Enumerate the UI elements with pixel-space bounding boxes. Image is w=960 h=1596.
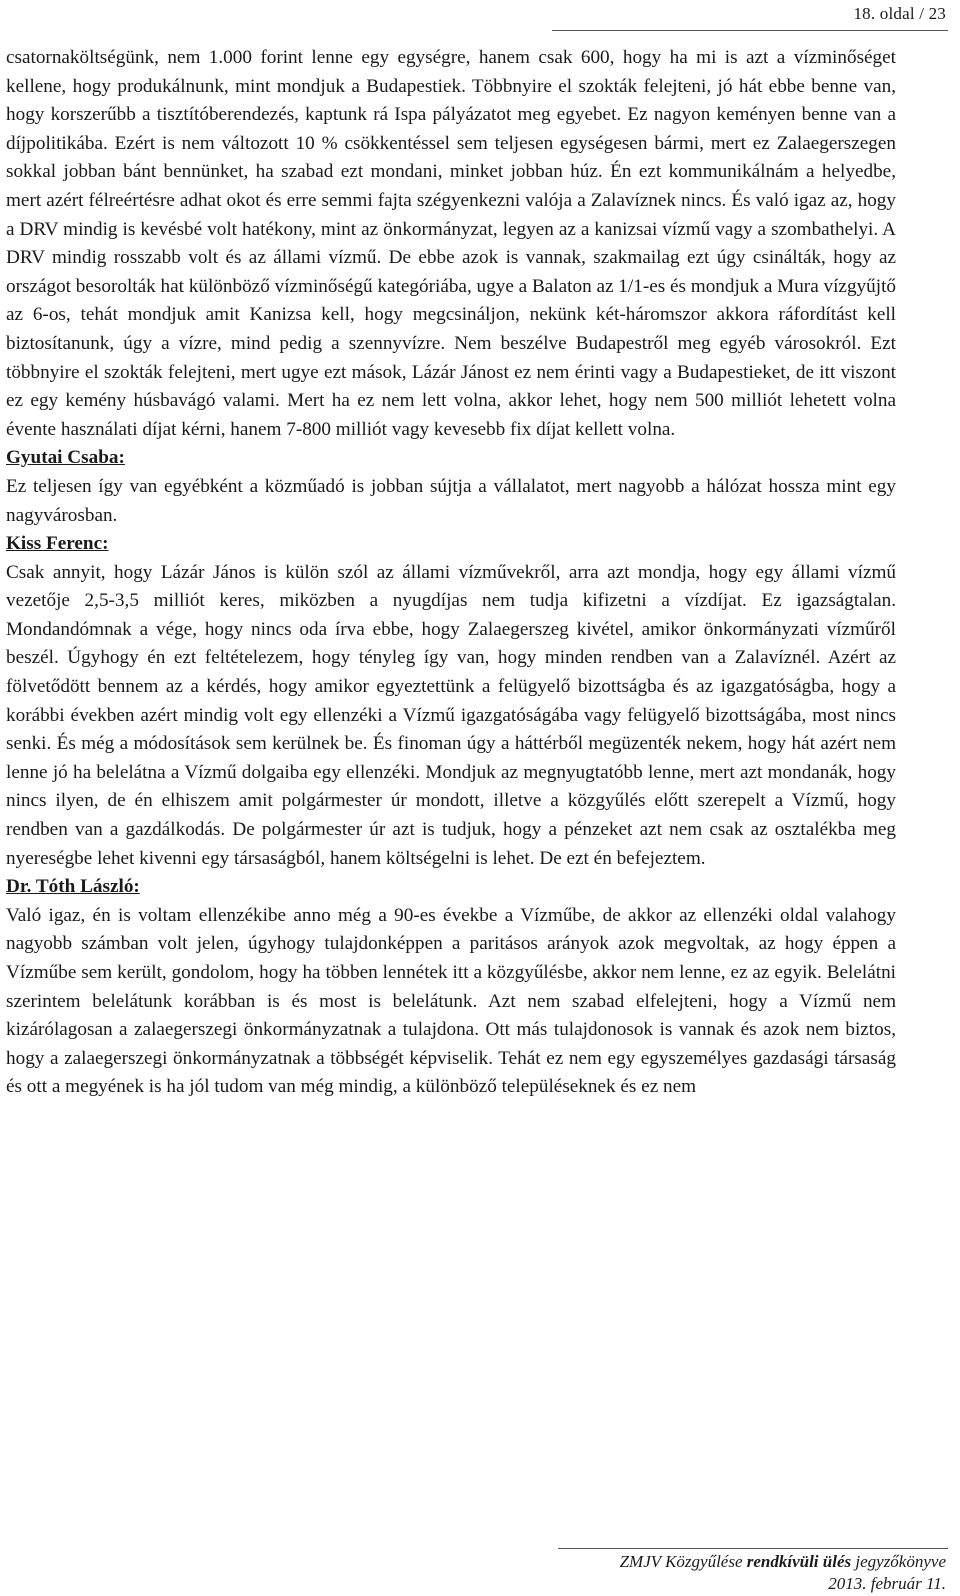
paragraph: csatornaköltségünk, nem 1.000 forint lenne egy egységre, hanem csak 600, hogy ha mi is azt a vízminőséget kellene, hogy produkálnunk, mint mondjuk a Budapestiek. Többnyire el szokták felejteni, jó hát ebbe benne van, hogy korszerűbb a tisztítóberendezés, kaptunk rá Ispa pályázatot meg egyebet. Ez nagyon keményen benne van a díjpolitikába. Ezért is nem változott 10 % csökkentéssel sem teljesen egységesen bármi, mert ez Zalaegerszegen sokkal jobban bánt bennünket, ha szabad ezt mondani, minket jobban húz. Én ezt kommunikálnám a helyedbe, mert azért félreértésre adhat okot és erre semmi fajta szégyenkezni valója a Zalavíznek nincs. És való igaz az, hogy a DRV mindig is kevésbé volt hatékony, mint az önkormányzat, legyen az a kanizsai vízmű vagy a szombathelyi. A DRV mindig rosszabb volt és az állami vízmű. De ebbe azok is vannak, szakmailag ezt úgy csinálták, hogy az országot besorolták hat különböző vízminőségű kategóriába, ugye a Balaton az 1/1-es és mondjuk a Mura vízgyűjtő az 6-os, tehát mondjuk amit Kanizsa kell, hogy megcsináljon, nekünk két-háromszor akkora ráfordítást kell biztosítanunk, úgy a vízre, mind pedig a szennyvízre. Nem beszélve Budapestről meg egyéb városokról. Ezt többnyire el szokták felejteni, mert ugye ezt mások, Lázár Jánost ez nem érinti vagy a Budapestieket, de itt viszont ez egy kemény húsbavágó valami. Mert ha ez nem lett volna, akkor lehet, hogy nem 500 milliót lehetett volna évente használati díjat kérni, hanem 7-800 milliót vagy kevesebb fix díjat kellett volna.: [6, 47, 896, 440]
speaker-name: Kiss Ferenc:: [6, 533, 109, 555]
body-text: [6, 44, 896, 1102]
footer-title-bold: rendkívüli ülés: [746, 1552, 852, 1571]
footer-title-suffix: jegyzőkönyve: [851, 1552, 946, 1571]
speaker-name: Dr. Tóth László:: [6, 876, 140, 898]
footer-title-prefix: ZMJV Közgyűlése: [619, 1552, 747, 1571]
paragraph: Ez teljesen így van egyébként a közműadó is jobban sújtja a vállalatot, mert nagyobb a hálózat hossza mint egy nagyvárosban.: [6, 475, 896, 526]
paragraph: Csak annyit, hogy Lázár János is külön szól az állami vízművekről, arra azt mondja, hogy egy állami vízmű vezetője 2,5-3,5 milliót keres, miközben a nyugdíjas nem tudja kifizetni a vízdíjat. Ez igazságtalan. Mondandómnak a vége, hogy nincs oda írva ebbe, hogy Zalaegerszeg kivétel, amikor önkormányzati vízműről beszél. Úgyhogy én ezt feltételezem, hogy tényleg így van, hogy minden rendben van a Zalavíznél. Azért az fölvetődött bennem az a kérdés, hogy amikor egyeztettünk a felügyelő bizottságba és az igazgatóságba, hogy a korábbi években azért mindig volt egy ellenzéki a Vízmű igazgatóságába vagy felügyelő bizottságába, most nincs senki. És még a módosítások sem kerülnek be. És finoman úgy a háttérből megüzenték nekem, hogy hát azért nem lenne jó ha belelátna a Vízmű dolgaiba egy ellenzéki. Mondjuk az megnyugtatóbb lenne, mert azt mondanák, hogy nincs ilyen, de én elhiszem amit polgármester úr mondott, illetve a közgyűlés előtt szerepelt a Vízmű, hogy rendben van a gazdálkodás. De polgármester úr azt is tudjuk, hogy a pénzeket azt nem csak az osztalékba meg nyereségbe lehet kivenni egy társaságból, hanem költségelni is lehet. De ezt én befejeztem.: [6, 561, 896, 869]
footer-document-title: [620, 1552, 946, 1572]
paragraph: Való igaz, én is voltam ellenzékibe anno még a 90-es évekbe a Vízműbe, de akkor az ellenzéki oldal valahogy nagyobb számban volt jelen, úgyhogy tulajdonképpen a paritásos arányok azok megvoltak, az hogy éppen a Vízműbe sem került, gondolom, hogy ha többen lennétek itt a közgyűlésbe, akkor nem lenne, ez az egyik. Belelátni szerintem belelátunk korábban is és most is belelátunk. Azt nem szabad elfelejteni, hogy a Vízmű nem kizárólagosan a zalaegerszegi önkormányzatnak a tulajdona. Ott más tulajdonosok is vannak és azok nem biztos, hogy a zalaegerszegi önkormányzatnak a többségét képviselik. Tehát ez nem egy egyszemélyes gazdasági társaság és ott a megyének is ha jól tudom van még mindig, a különböző településeknek és ez nem: [6, 904, 896, 1098]
page-number: 18. oldal / 23: [853, 4, 946, 23]
footer-rule: [558, 1548, 948, 1549]
header-rule: [552, 30, 948, 31]
speaker-name: Gyutai Csaba:: [6, 447, 125, 469]
footer-date: 2013. február 11.: [828, 1574, 946, 1593]
